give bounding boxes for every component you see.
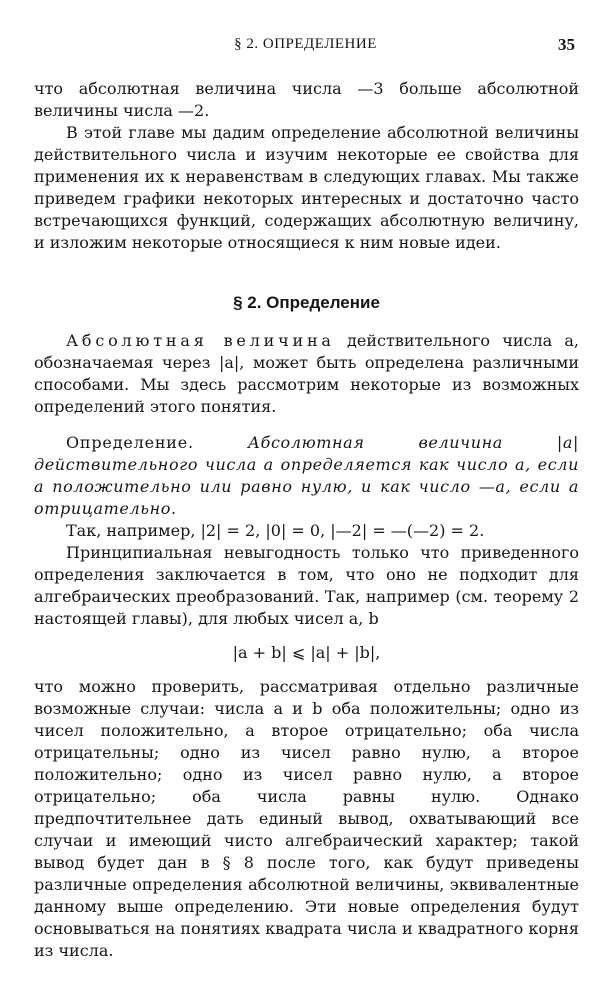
definition-text: Абсолютная величина |a| действительного числа a определяется как число a, если a положительно или равно нулю, и как число —a, если a отрицательно. bbox=[34, 433, 579, 518]
section-paragraph-1-rest: действительного числа a, обозначаемая через |a|, может быть определена различными способами. Мы здесь рассмотрим некоторые из возможных определений этого понятия. bbox=[34, 331, 580, 416]
section-paragraph-4: что можно проверить, рассматривая отдельно различные возможные случаи: числа a и b оба положительны; одно из чисел положительно, а второе отрицательно; оба числа отрицательны; одно из чисел равно нулю, а второе положительно; одно из чисел равно нулю, а второе отрицательно; оба числа равны нулю. Однако предпочтительнее дать единый вывод, охватывающий все случаи и имеющий чисто алгебраический характер; такой вывод будет дан в § 8 после того, как будут приведены различные определения абсолютной величины, эквивалентные данному выше определению. Эти новые определения будут основываться на понятиях квадрата числа и квадратного корня из числа. bbox=[34, 677, 579, 960]
triangle-inequality-formula: |a + b| ⩽ |a| + |b|, bbox=[232, 643, 381, 662]
section-title: § 2. Определение bbox=[233, 293, 380, 312]
example-line: Так, например, |2| = 2, |0| = 0, |—2| = —(—2) = 2. bbox=[66, 521, 485, 540]
intro-paragraph-2: В этой главе мы дадим определение абсолютной величины действительного числа и изучим некоторые ее свойства для применения их к неравенствам в следующих главах. Мы также приведем графики некоторых интересных и достаточно часто встречающихся функций, содержащих абсолютную величину, и изложим некоторые относящиеся к ним новые идеи. bbox=[34, 123, 579, 252]
section-paragraph-1 bbox=[34, 330, 579, 418]
page-number: 35 bbox=[558, 35, 575, 54]
definition-label: Определение. bbox=[66, 433, 194, 452]
page-body bbox=[34, 78, 579, 962]
section-paragraph-3: Принципиальная невыгодность только что приведенного определения заключается в том, что оно не подходит для алгебраических преобразований. Так, например (см. теорему 2 настоящей главы), для любых чисел a, b bbox=[34, 543, 579, 628]
term-absolute-value: Абсолютная величина bbox=[66, 331, 335, 350]
definition-paragraph bbox=[34, 432, 579, 520]
page-header bbox=[0, 36, 611, 56]
intro-paragraph-1: что абсолютная величина числа —3 больше абсолютной величины числа —2. bbox=[34, 79, 579, 120]
running-head: § 2. ОПРЕДЕЛЕНИЕ bbox=[234, 36, 377, 52]
